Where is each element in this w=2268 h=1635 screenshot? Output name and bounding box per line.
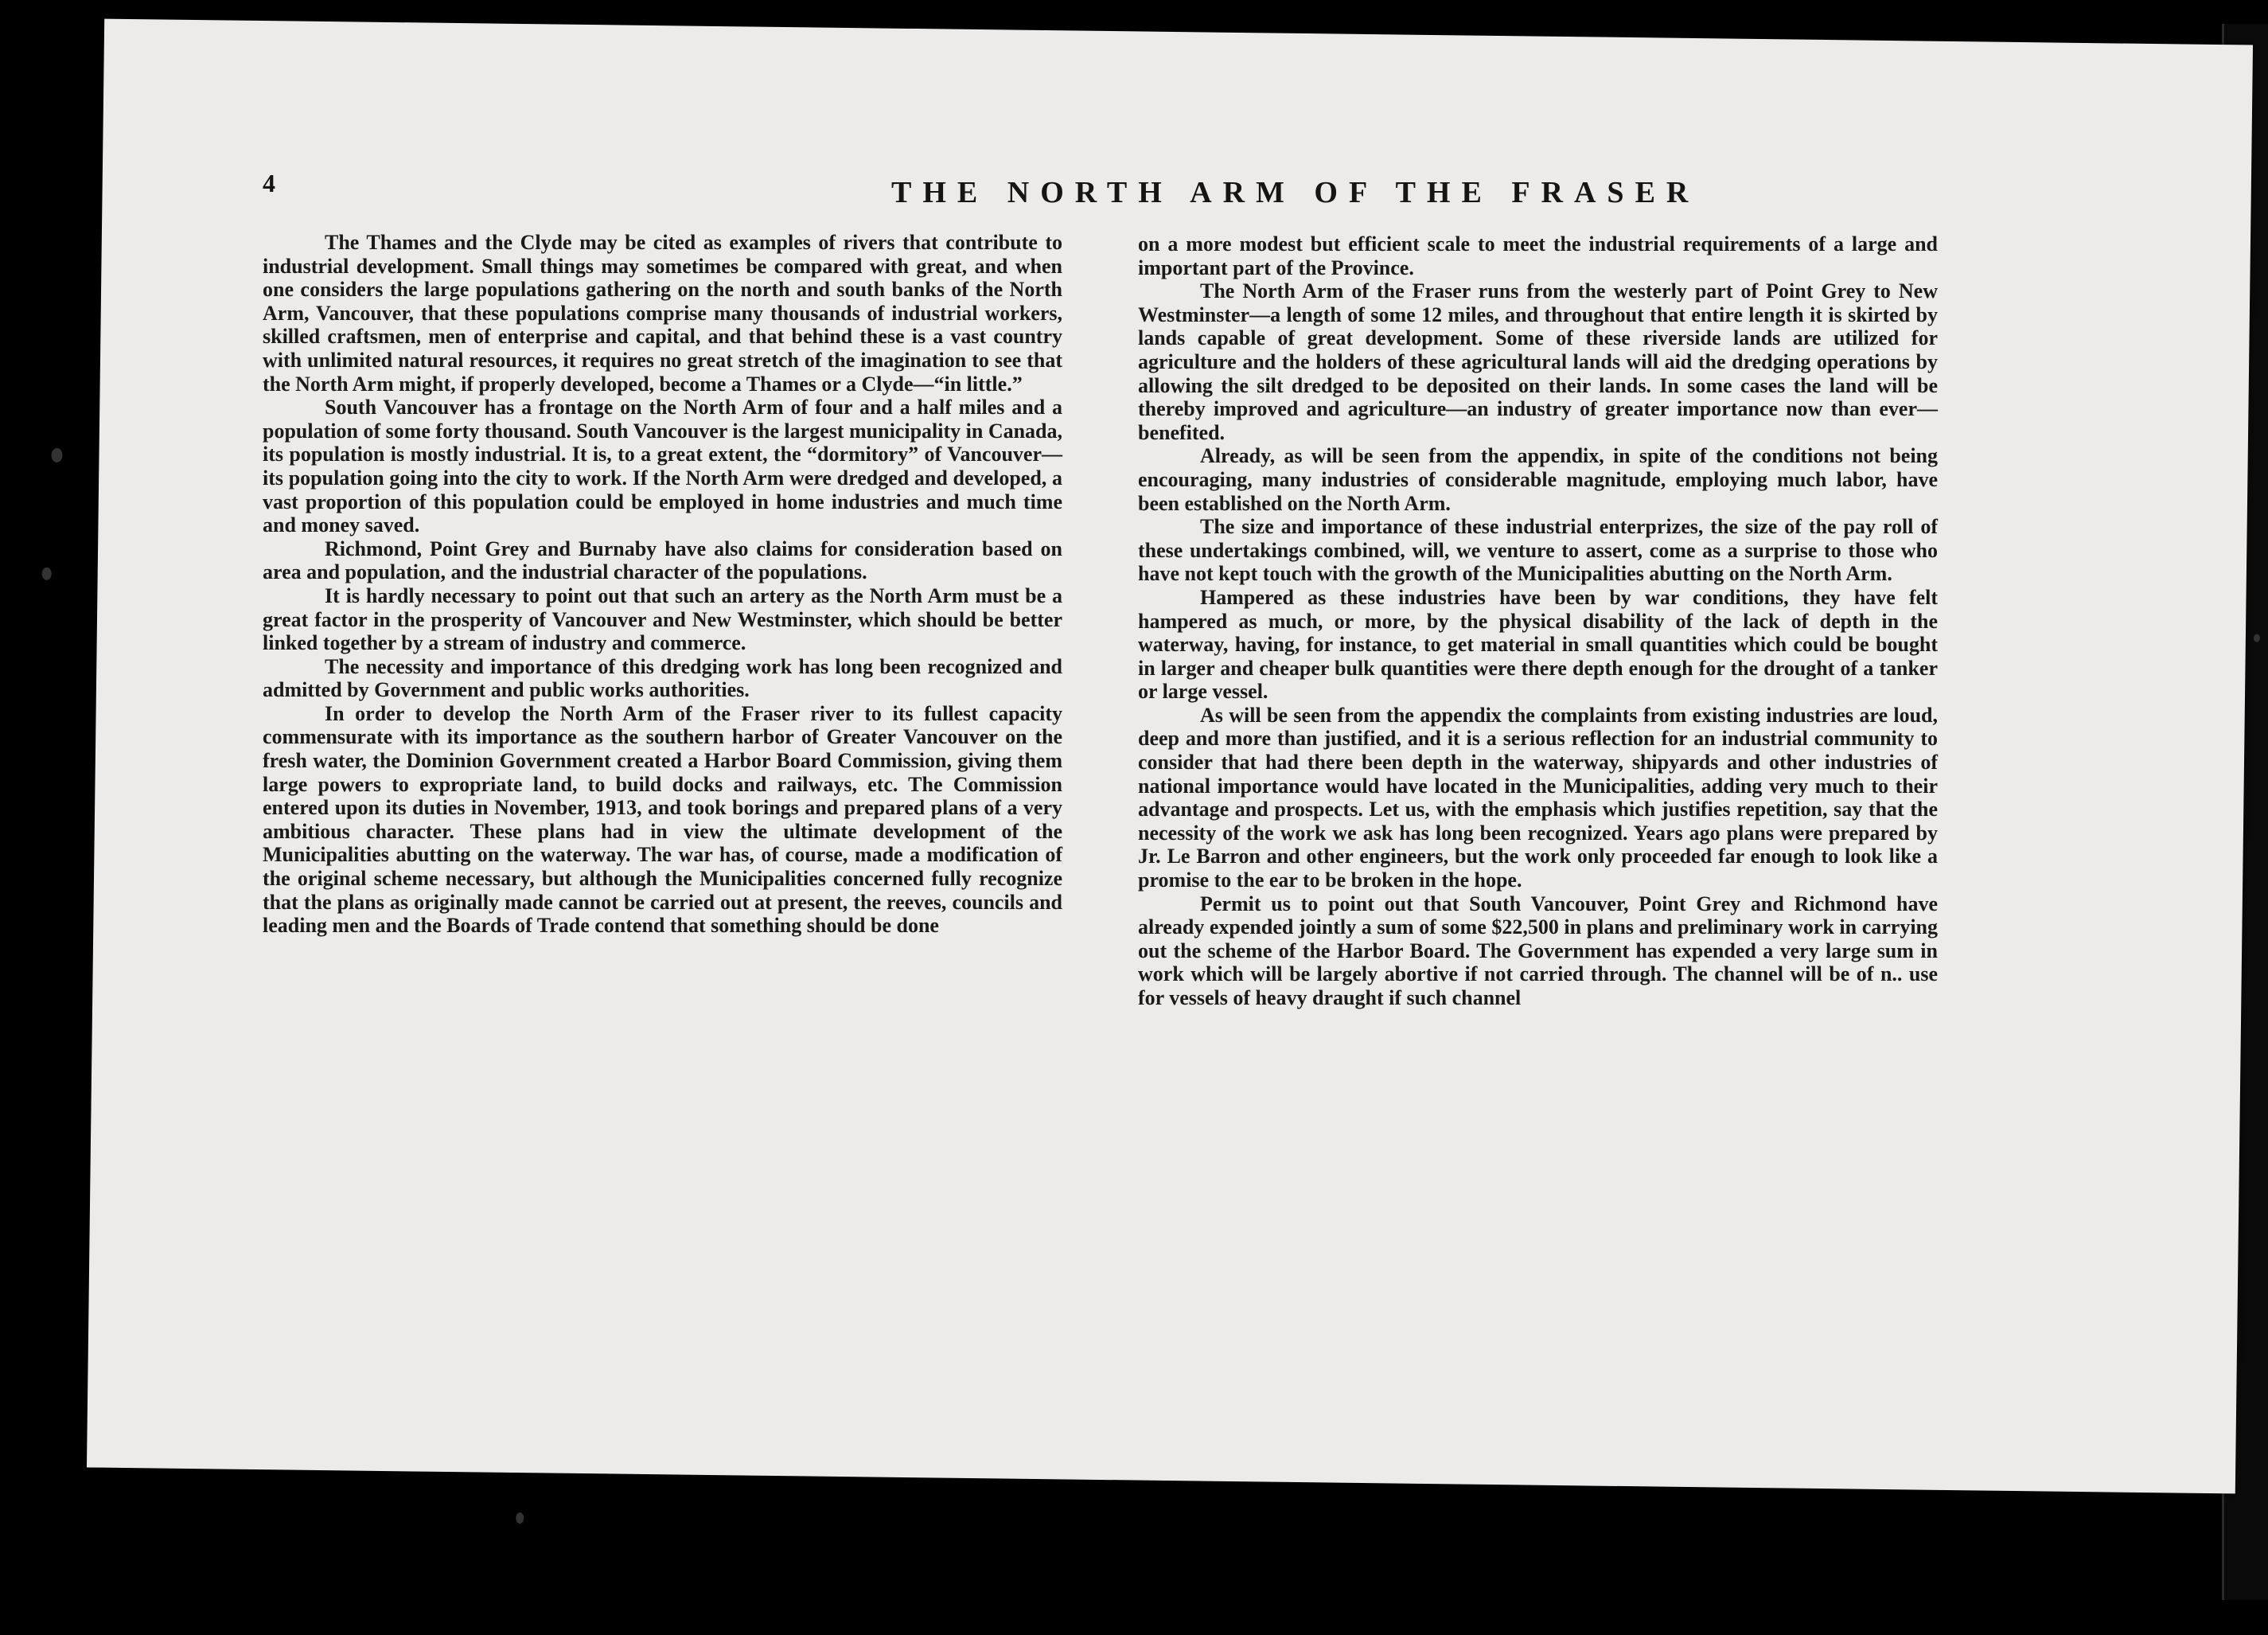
continued-paragraph: on a more modest but efficient scale to meet the industrial requirements of a large and important part of the Province. — [1138, 232, 1938, 279]
page-number: 4 — [263, 169, 275, 197]
paragraph: The size and importance of these industrial enterprizes, the size of the pay roll of these undertakings combined, will, we venture to assert, come as a surprise to those who have not kept touch with the growth of the Municipalities abutting on the North Arm. — [1138, 515, 1938, 586]
paragraph: It is hardly necessary to point out that such an artery as the North Arm must be a great factor in the prosperity of Vancouver and New Westminster, which should be better linked together by a stream of industry and commerce. — [263, 583, 1062, 655]
paragraph: South Vancouver has a frontage on the North Arm of four and a half miles and a population of some forty thousand. South Vancouver is the largest municipality in Canada, its population is mostly industrial. It is, to a great extent, the “dormitory” of Vancouver—its population going into the city to work. If the North Arm were dredged and developed, a vast proportion of this population could be employed in home industries and much time and money saved. — [263, 396, 1063, 537]
paragraph: The Thames and the Clyde may be cited as examples of rivers that contribute to industrial development. Small things may sometimes be compared with great, and when one considers the large populations gathering on the north and south banks of the North Arm, Vancouver, that these populations comprise many thousands of industrial workers, skilled craftsmen, men of enterprise and capital, and that behind these is a vast country with unlimited natural resources, it requires no great stretch of the imagination to see that the North Arm might, if properly developed, become a Thames or a Clyde—“in little.” — [263, 231, 1062, 396]
paragraph: Richmond, Point Grey and Burnaby have also claims for consideration based on area and population, and the industrial character of the populations. — [263, 537, 1062, 584]
paragraph: Already, as will be seen from the appendix, in spite of the conditions not being encouraging, many industries of considerable magnitude, employing much labor, have been established on the North Arm. — [1138, 444, 1938, 515]
paragraph: The North Arm of the Fraser runs from the westerly part of Point Grey to New Westminster—a length of some 12 miles, and throughout that entire length it is skirted by lands capable of great development. Some of these riverside lands are utilized for agriculture and the holders of these agricultural lands will aid the dredging operations by allowing the silt dredged to be deposited on their lands. In some cases the land will be thereby improved and agriculture—an industry of greater importance now than ever—benefited. — [1138, 279, 1938, 444]
paragraph: Permit us to point out that South Vancouver, Point Grey and Richmond have already expended jointly a sum of some $22,500 in plans and preliminary work in carrying out the scheme of the Harbor Board. The Government has expended a very large sum in work which will be largely abortive if not carried through. The channel will be of n.. use for vessels of heavy draught if such channel — [1138, 892, 1938, 1009]
left-column — [263, 231, 1062, 938]
running-title: THE NORTH ARM OF THE FRASER — [891, 176, 1700, 209]
page-header — [263, 169, 2085, 217]
paragraph: The necessity and importance of this dredging work has long been recognized and admitted by Government and public works authorities. — [263, 654, 1062, 702]
paragraph: As will be seen from the appendix the complaints from existing industries are loud, deep and more than justified, and it is a serious reflection for an industrial community to consider that had there been depth in the waterway, shipyards and other industries of national importance would have located in the Municipalities, adding very much to their advantage and prospects. Let us, with the emphasis which justifies repetition, say that the necessity of the work we ask has long been recognized. Years ago plans were prepared by Jr. Le Barron and other engineers, but the work only proceeded far enough to look like a promise to the ear to be broken in the hope. — [1138, 703, 1938, 892]
paragraph: In order to develop the North Arm of the Fraser river to its fullest capacity commensurate with its importance as the southern harbor of Greater Vancouver on the fresh water, the Dominion Government created a Harbor Board Commission, giving them large powers to expropriate land, to build docks and railways, etc. The Commission entered upon its duties in November, 1913, and took borings and prepared plans of a very ambitious character. These plans had in view the ultimate development of the Municipalities abutting on the waterway. The war has, of course, made a modification of the original scheme necessary, but although the Municipalities concerned fully recognize that the plans as originally made cannot be carried out at present, the reeves, councils and leading men and the Boards of Trade contend that something should be done — [263, 701, 1062, 938]
right-column — [1138, 232, 1938, 1010]
paragraph: Hampered as these industries have been by war conditions, they have felt hampered as much, or more, by the physical disability of the lack of depth in the waterway, having, for instance, to get material in small quantities which could be bought in larger and cheaper bulk quantities were there depth enough for the drought of a tanker or large vessel. — [1138, 585, 1938, 704]
